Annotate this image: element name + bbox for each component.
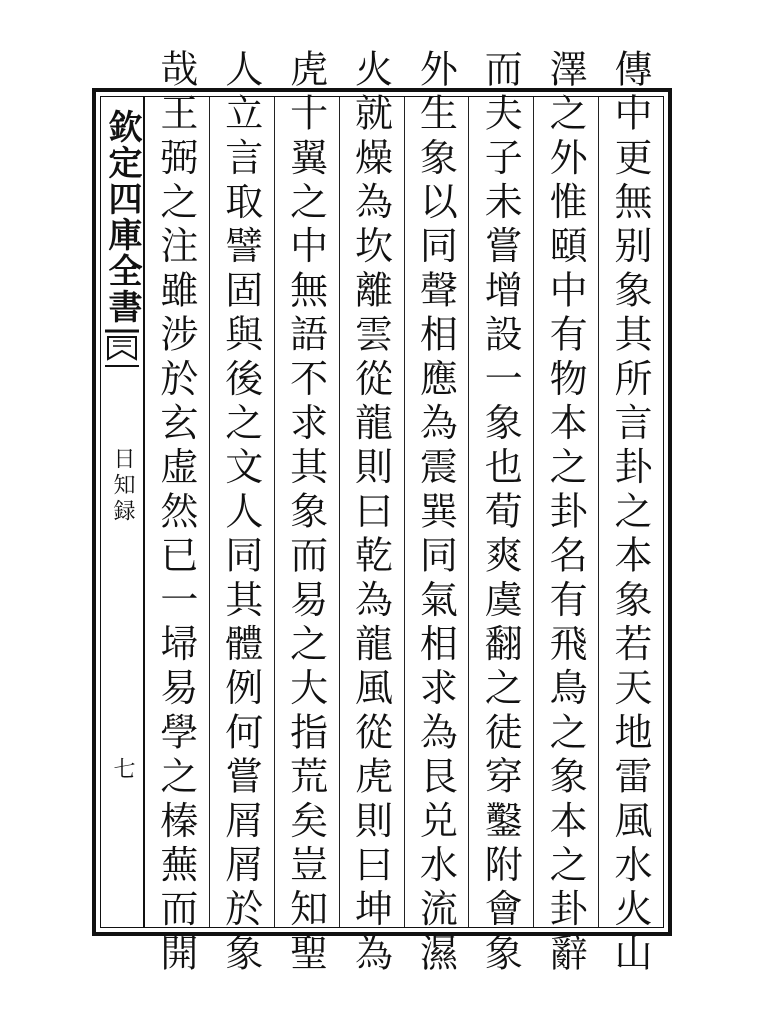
column-text: 外生象以同聲相應為震巽同氣相求為艮兑水流濕: [413, 48, 458, 978]
page-frame-inner: [100, 48, 664, 978]
column-text: 傳中更無别象其所言卦之本象若天地雷風水火山: [608, 48, 652, 978]
column-text: 澤之外惟頤中有物本之卦名有飛鳥之象本之卦辭: [543, 48, 588, 978]
book-title: 日知録: [110, 447, 135, 525]
column-text: 虎十翼之中無語不求其象而易之大指荒矣豈知聖: [283, 48, 328, 978]
text-column: [468, 48, 533, 978]
column-text: 火就燥為坎離雲從龍則曰乾為龍風從虎則曰坤為: [348, 48, 393, 978]
fish-tail-mark-icon: [105, 329, 139, 369]
column-text: 而夫子未嘗增設一象也荀爽虞翻之徒穿鑿附會象: [478, 48, 523, 978]
text-column: [404, 48, 469, 978]
column-text: 哉王弼之注雖涉於玄虚然已一埽易學之榛蕪而開: [153, 48, 198, 978]
text-columns: [145, 48, 663, 978]
text-column: [339, 48, 404, 978]
margin-strip: [101, 97, 145, 927]
page-frame: [92, 48, 672, 978]
column-text: 人立言取譬固與後之文人同其體例何嘗屑屑於象: [218, 48, 263, 978]
collection-title: 欽定四庫全書: [102, 109, 142, 325]
text-column: [145, 48, 209, 978]
text-column: [209, 48, 274, 978]
text-column: [274, 48, 339, 978]
text-column: [533, 48, 598, 978]
text-column: [598, 48, 663, 978]
page-number: 七: [110, 757, 135, 779]
